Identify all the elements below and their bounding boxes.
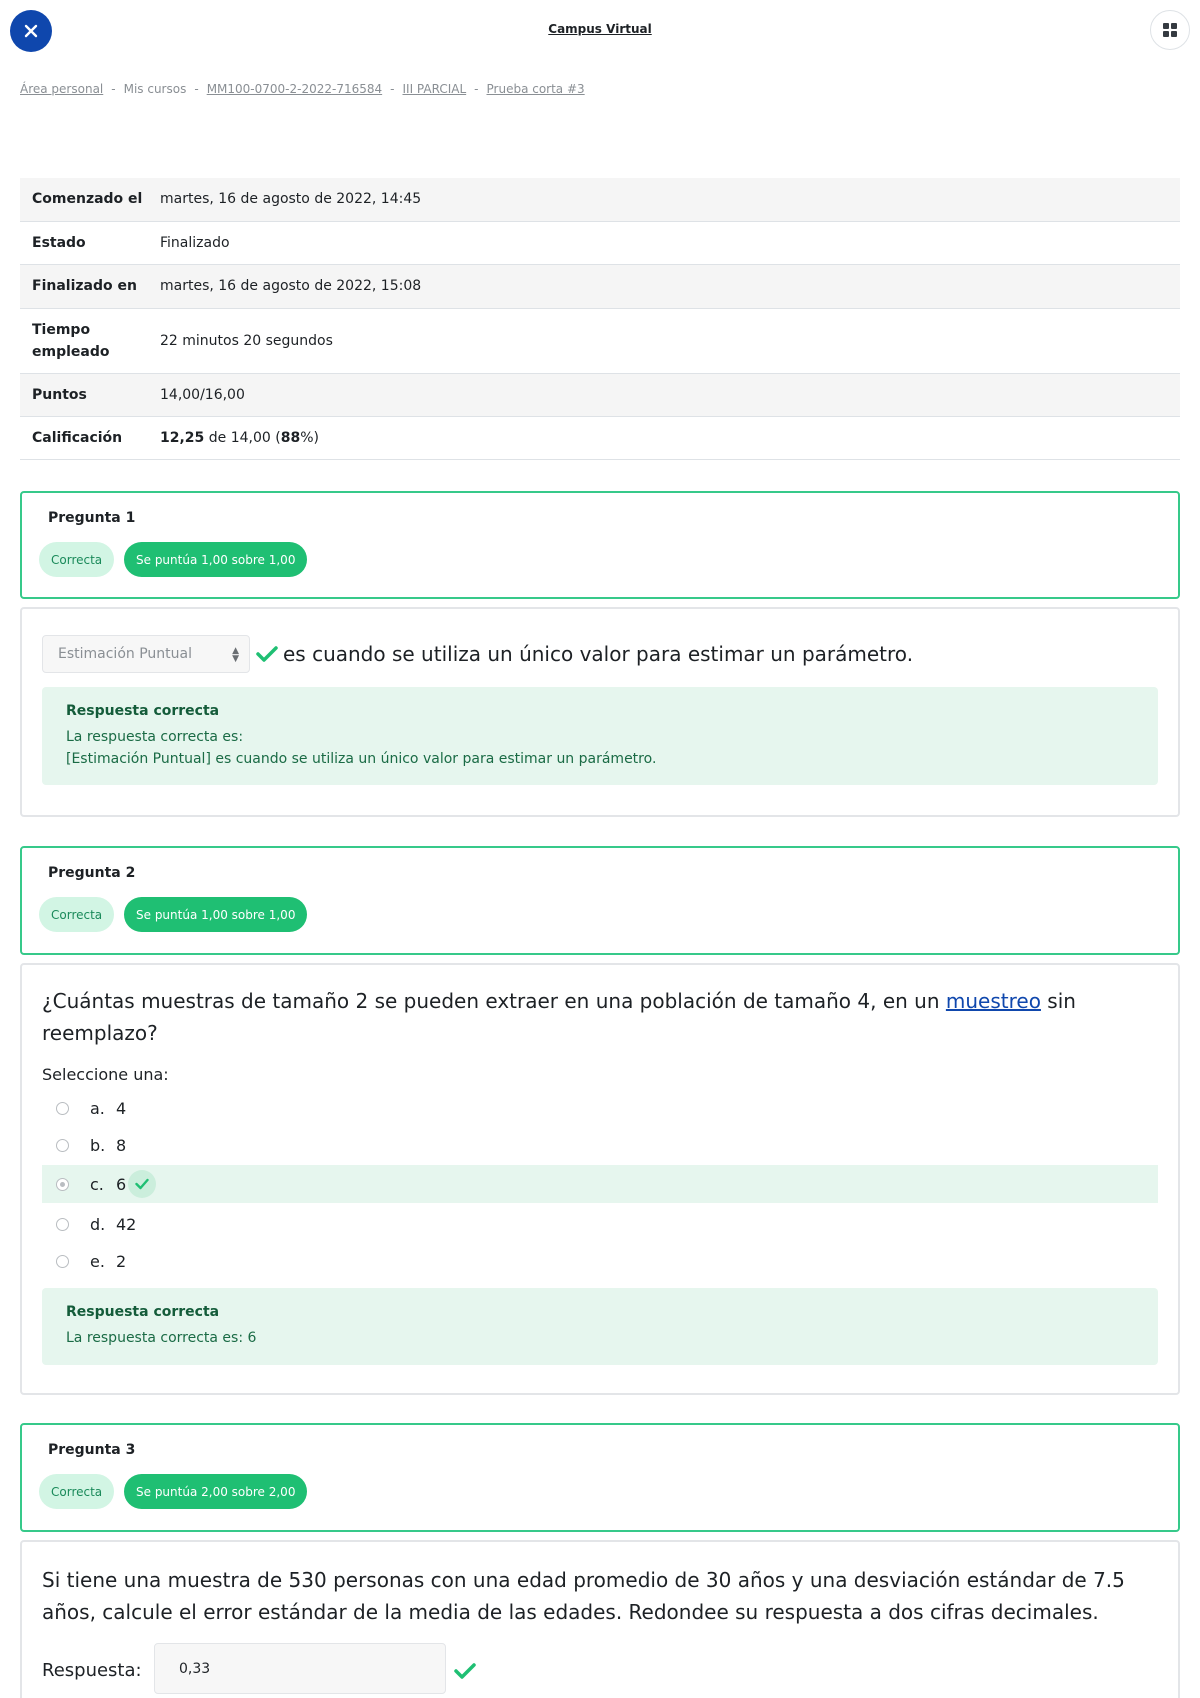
question-grade-badge: Se puntúa 1,00 sobre 1,00 <box>124 897 307 932</box>
summary-value: martes, 16 de agosto de 2022, 15:08 <box>160 278 422 294</box>
option-letter: a. <box>90 1098 105 1118</box>
breadcrumb-item-course[interactable]: MM100-0700-2-2022-716584 <box>206 82 383 96</box>
question-1-info <box>20 491 1180 599</box>
breadcrumb-separator: - <box>390 82 395 96</box>
question-text: Si tiene una muestra de 530 personas con una edad promedio de 30 años y una desviación estándar de 7.5 años, calcule el error estándar de la media de las edades. Redondee su respuesta a dos cifras decimales. <box>42 1568 1125 1624</box>
question-3-content <box>20 1540 1180 1698</box>
answer-option[interactable] <box>42 1126 1158 1164</box>
summary-value <box>160 416 1180 459</box>
summary-row-points <box>20 373 1180 416</box>
radio-button[interactable] <box>56 1255 69 1268</box>
feedback-box <box>42 1288 1158 1365</box>
summary-value: martes, 16 de agosto de 2022, 14:45 <box>160 191 422 208</box>
question-number: Pregunta 3 <box>48 1442 136 1458</box>
breadcrumb-item-section[interactable]: III PARCIAL <box>402 82 467 96</box>
option-value: 4 <box>116 1098 127 1118</box>
summary-value: Finalizado <box>160 234 230 251</box>
answer-option[interactable] <box>42 1089 1158 1127</box>
check-icon <box>454 1662 476 1680</box>
question-2-info <box>20 846 1180 955</box>
feedback-line: La respuesta correcta es: <box>66 729 244 745</box>
summary-row-state <box>20 221 1180 264</box>
breadcrumb-item-quiz[interactable]: Prueba corta #3 <box>486 82 585 96</box>
grade-score: 12,25 <box>160 429 205 446</box>
answer-select[interactable] <box>42 635 250 673</box>
feedback-line: La respuesta correcta es: 6 <box>66 1330 257 1346</box>
site-title[interactable]: Campus Virtual <box>548 22 652 36</box>
question-state-badge: Correcta <box>39 1474 114 1509</box>
feedback-title: Respuesta correcta <box>66 1304 220 1320</box>
question-state-badge: Correcta <box>39 542 114 577</box>
answer-input[interactable]: 0,33 <box>154 1643 446 1694</box>
summary-label: Calificación <box>32 429 123 446</box>
grade-tail: %) <box>300 429 319 446</box>
option-letter: b. <box>90 1135 106 1155</box>
select-prompt: Seleccione una: <box>42 1065 169 1084</box>
option-value: 6 <box>116 1174 127 1194</box>
grid-icon <box>1163 23 1177 37</box>
question-number: Pregunta 1 <box>48 510 136 526</box>
question-state-badge: Correcta <box>39 897 114 932</box>
summary-value: 22 minutos 20 segundos <box>160 332 333 349</box>
breadcrumb <box>20 82 585 96</box>
summary-label: Estado <box>32 234 86 251</box>
feedback-box <box>42 687 1158 785</box>
glossary-link[interactable]: muestreo <box>945 989 1041 1013</box>
question-text-part: ¿Cuántas muestras de tamaño 2 se pueden extraer en una población de tamaño 4, en un <box>42 989 946 1013</box>
breadcrumb-item-area-personal[interactable]: Área personal <box>20 82 104 96</box>
question-text: es cuando se utiliza un único valor para estimar un parámetro. <box>283 642 914 666</box>
option-value: 42 <box>116 1214 137 1234</box>
attempt-summary-table <box>20 178 1180 460</box>
breadcrumb-separator: - <box>111 82 116 96</box>
summary-row-time <box>20 308 1180 373</box>
summary-label: Finalizado en <box>32 278 137 294</box>
radio-button[interactable] <box>56 1178 69 1191</box>
question-grade-badge: Se puntúa 1,00 sobre 1,00 <box>124 542 307 577</box>
option-value: 2 <box>116 1251 127 1271</box>
top-bar <box>0 0 1200 62</box>
summary-value: 14,00/16,00 <box>160 386 245 403</box>
answer-option-selected[interactable] <box>42 1165 1158 1203</box>
apps-button[interactable] <box>1150 10 1190 50</box>
breadcrumb-separator: - <box>474 82 479 96</box>
question-grade-badge: Se puntúa 2,00 sobre 2,00 <box>124 1474 307 1509</box>
summary-row-grade <box>20 416 1180 459</box>
summary-label: Comenzado el <box>32 191 143 208</box>
question-text-part: sin reemplazo? <box>42 989 1076 1045</box>
breadcrumb-separator: - <box>194 82 199 96</box>
feedback-title: Respuesta correcta <box>66 703 220 719</box>
grade-of: de 14,00 ( <box>208 429 281 446</box>
breadcrumb-item-mis-cursos: Mis cursos <box>123 82 187 96</box>
question-text <box>42 985 1132 1049</box>
radio-button[interactable] <box>56 1102 69 1115</box>
answer-select-value: Estimación Puntual <box>58 646 192 662</box>
grade-percent: 88 <box>280 429 301 446</box>
question-number: Pregunta 2 <box>48 865 136 881</box>
option-letter: e. <box>90 1251 105 1271</box>
answer-label: Respuesta: <box>42 1660 142 1681</box>
feedback-line: [Estimación Puntual] es cuando se utiliza un único valor para estimar un parámetro. <box>66 751 657 767</box>
summary-label: Puntos <box>32 386 87 403</box>
radio-button[interactable] <box>56 1139 69 1152</box>
option-value: 8 <box>116 1135 127 1155</box>
answer-option[interactable] <box>42 1205 1158 1243</box>
option-letter: c. <box>90 1174 104 1194</box>
sort-arrows-icon: ▲ ▼ <box>232 646 239 664</box>
summary-label: Tiempo empleado <box>32 321 110 360</box>
question-1-content <box>20 607 1180 817</box>
question-2-content <box>20 963 1180 1395</box>
check-icon <box>128 1170 156 1198</box>
check-icon <box>256 645 278 663</box>
summary-row-started <box>20 178 1180 221</box>
summary-row-finished <box>20 264 1180 308</box>
option-letter: d. <box>90 1214 106 1234</box>
answer-option[interactable] <box>42 1242 1158 1280</box>
question-3-info <box>20 1423 1180 1532</box>
radio-button[interactable] <box>56 1218 69 1231</box>
